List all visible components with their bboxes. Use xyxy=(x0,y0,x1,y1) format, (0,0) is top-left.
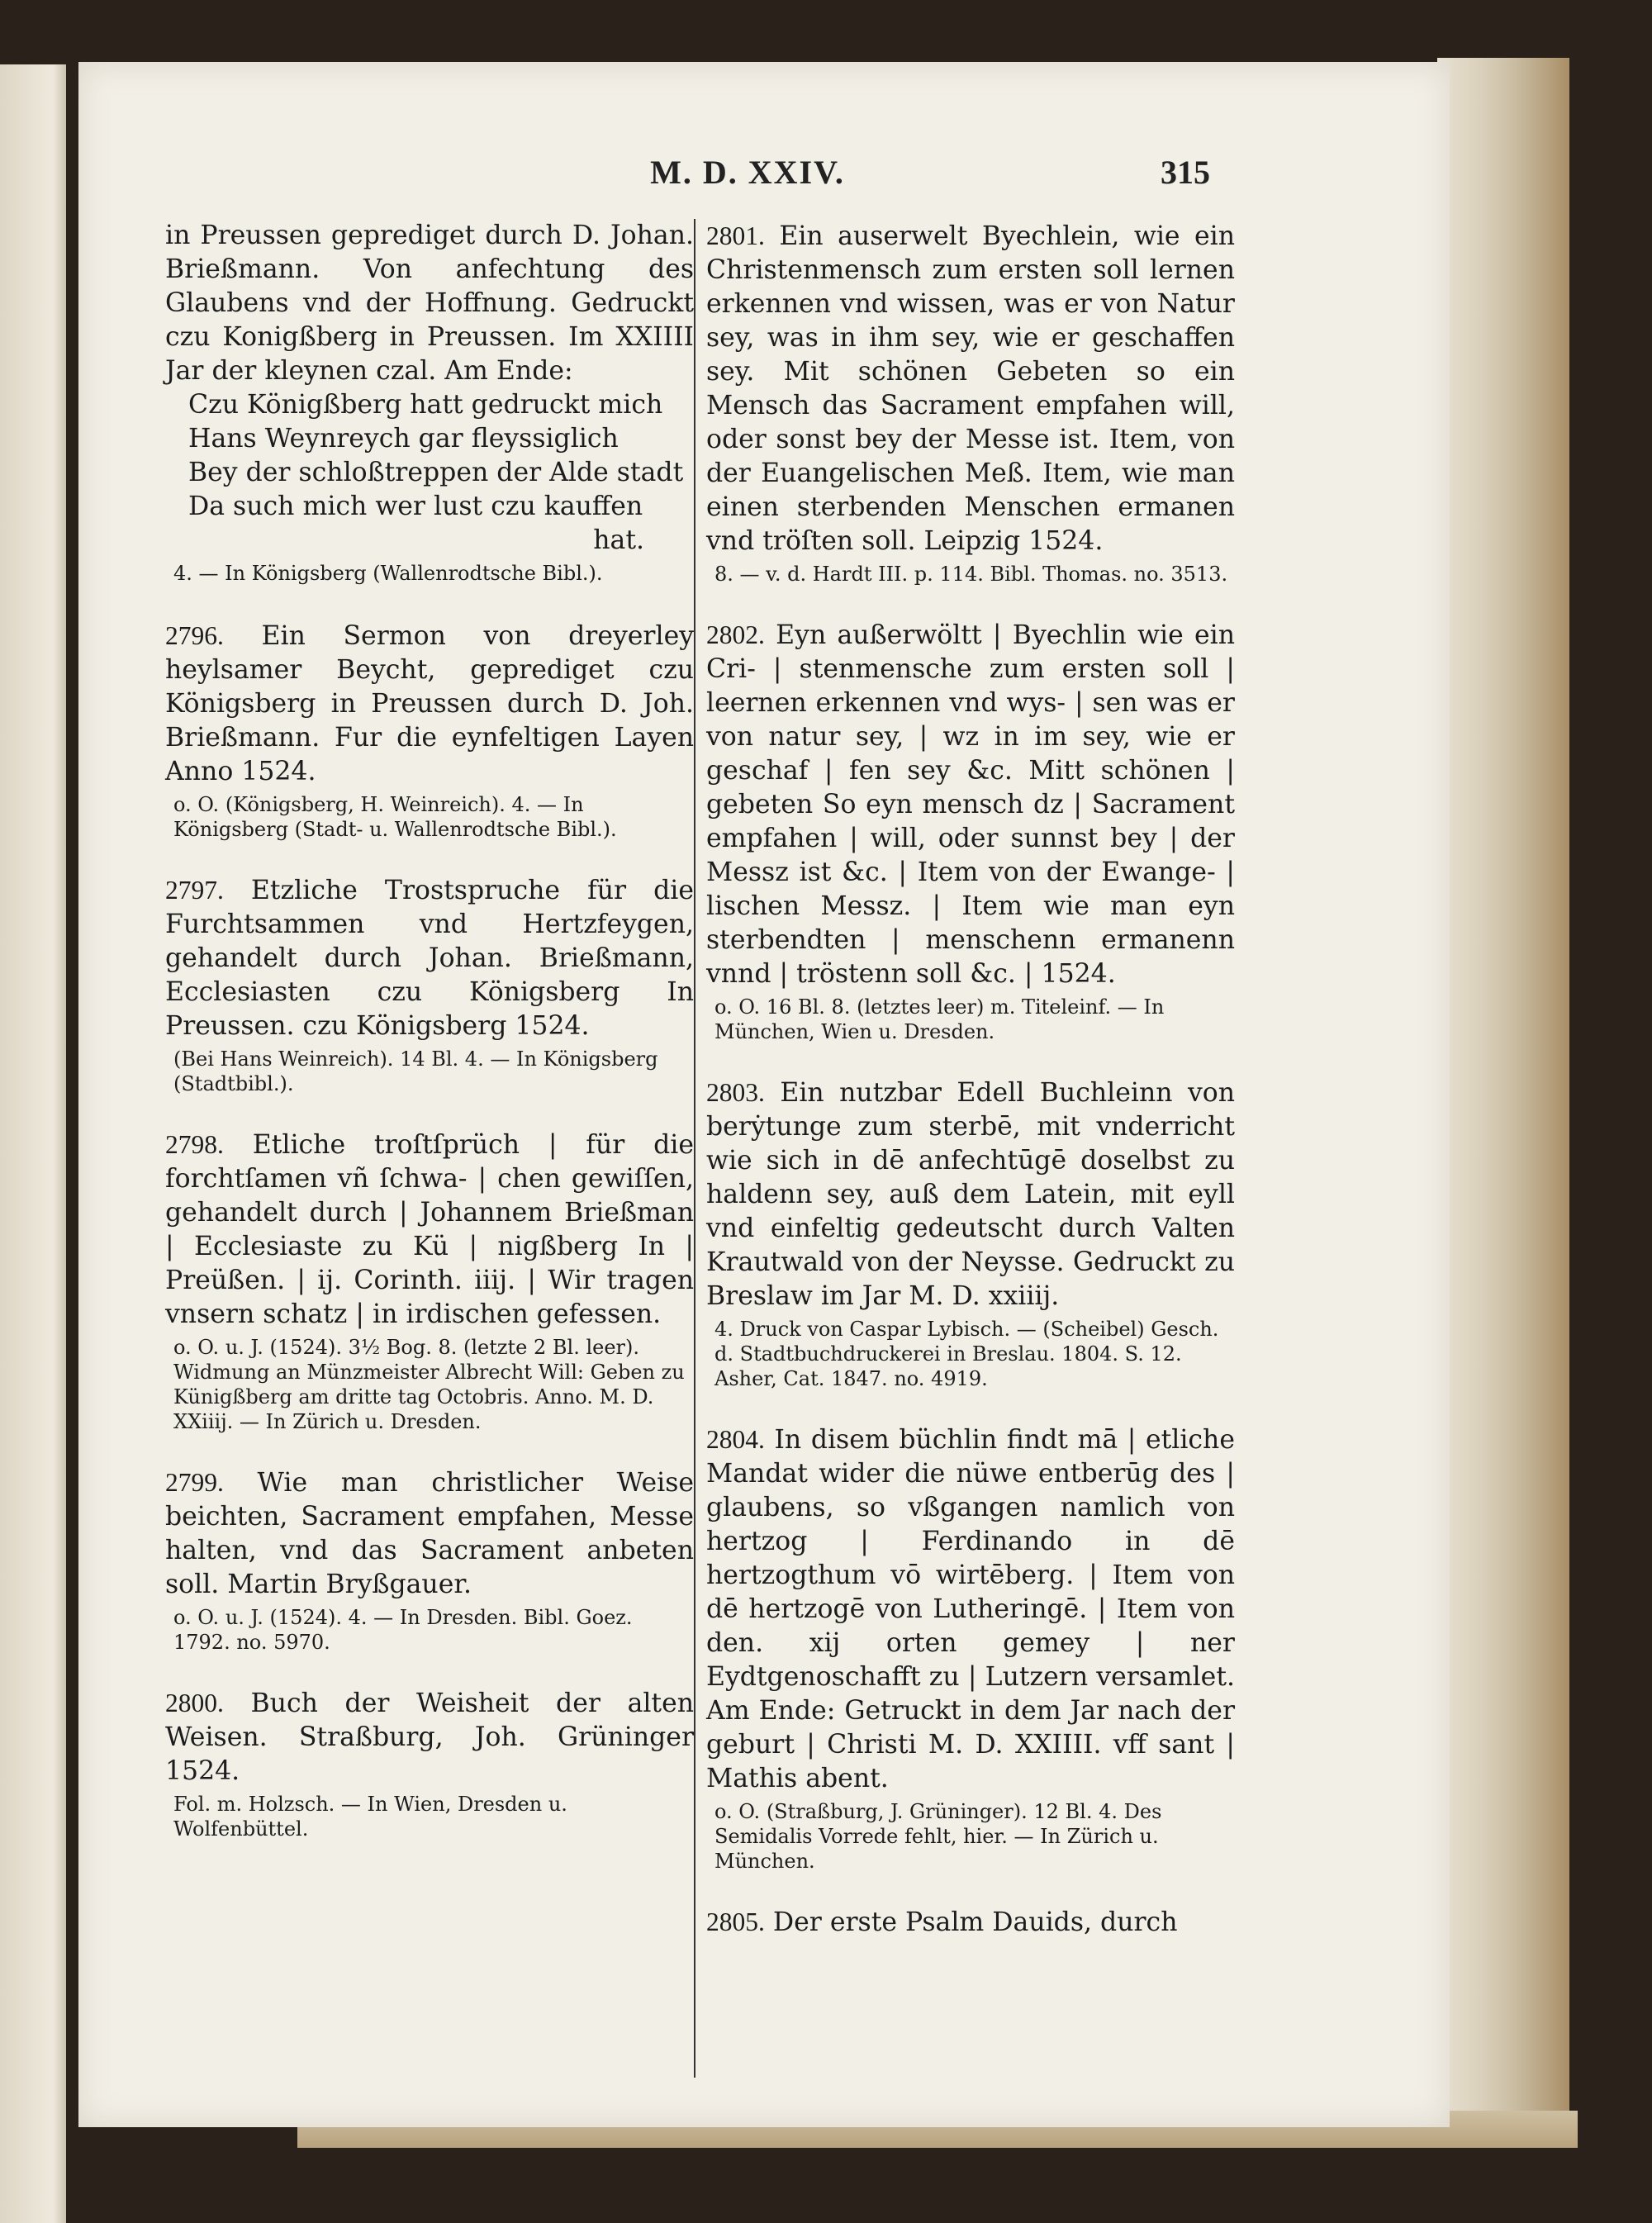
colophon-line: Bey der schloßtreppen der Alde stadt xyxy=(188,458,684,487)
entry-note: 4. Druck von Caspar Lybisch. — (Scheibel) Gesch. d. Stadtbuchdruckerei in Breslau. 1804. S. 12. Asher, Cat. 1847. no. 4919. xyxy=(714,1318,1219,1390)
book-page xyxy=(78,62,1450,2127)
entry-note: 4. — In Königsberg (Wallenrodtsche Bibl.). xyxy=(173,562,603,585)
colophon-line: Czu Königßberg hatt gedruckt mich xyxy=(188,390,663,420)
left-column xyxy=(165,219,694,1873)
entry-text: Etliche troſtſprüch | für die forchtſamen vñ ſchwa- | chen gewiſſen, gehandelt durch | Johannem Brießman | Ecclesiaste zu Kü | nigßberg In | Preüßen. | ij. Corinth. iiij. | Wir tragen vnsern schatz | in irdischen gefessen. xyxy=(165,1130,694,1329)
header-title: M. D. XXIV. xyxy=(650,154,845,191)
entry-note: o. O. (Königsberg, H. Weinreich). 4. — In Königsberg (Stadt- u. Wallenrodtsche Bibl.). xyxy=(173,793,617,841)
entry-text: In disem büchlin findt mā | etliche Mandat wider die nüwe entberūg des | glaubens, so vßgangen namlich von hertzog | Ferdinando in dē hertzogthum vō wirtēberg. | Item von dē hertzogē von Lutheringē. | Item von den. xij orten gemey | ner Eydtgenoschafft zu | Lutzern versamlet. Am Ende: Getruckt in dem Jar nach der geburt | Christi M. D. XXIIII. vff sant | Mathis abent. xyxy=(706,1425,1235,1793)
entry-note: o. O. u. J. (1524). 3½ Bog. 8. (letzte 2 Bl. leer). Widmung an Münzmeister Albrecht Will: Geben zu Künigßberg am dritte tag Octobris. Anno. M. D. XXiiij. — In Zürich u. Dresden. xyxy=(173,1336,685,1433)
entry-note: o. O. u. J. (1524). 4. — In Dresden. Bibl. Goez. 1792. no. 5970. xyxy=(173,1606,633,1654)
entry-number: 2797. xyxy=(165,876,224,905)
colophon-line: Da such mich wer lust czu kauffen xyxy=(188,492,643,521)
entry-note: o. O. 16 Bl. 8. (letztes leer) m. Titeleinf. — In München, Wien u. Dresden. xyxy=(714,995,1165,1043)
catalog-entry-2797 xyxy=(165,873,694,1096)
entry-number: 2803. xyxy=(706,1078,765,1107)
catalog-entry-2802 xyxy=(706,618,1235,1044)
entry-text: Eyn außerwöltt | Byechlin wie ein Cri- | stenmensche zum ersten soll | leernen erkennen vnd wys- | sen was er von natur sey, | wz in im sey, wie er geschaf | fen sey &c. Mitt schönen | gebeten So eyn mensch dz | Sacrament empfahen | will, oder sunnst bey | der Messz ist &c. | Item von der Ewange- | lischen Messz. | Item wie man eyn sterbendten | menschenn ermanenn vnnd | tröstenn soll &c. | 1524. xyxy=(706,620,1235,989)
page-number: 315 xyxy=(1161,154,1210,191)
entry-number: 2802. xyxy=(706,620,765,649)
catalog-entry-2801 xyxy=(706,219,1235,587)
entry-number: 2805. xyxy=(706,1907,765,1936)
column-divider xyxy=(694,219,695,2078)
catalog-entry-2805 xyxy=(706,1905,1235,1940)
entry-number: 2796. xyxy=(165,621,224,650)
entry-number: 2799. xyxy=(165,1468,224,1497)
catalog-entry-2803 xyxy=(706,1076,1235,1391)
entry-text: Ein Sermon von dreyerley heylsamer Beycht, geprediget czu Königsberg in Preussen durch D. Joh. Brießmann. Fur die eynfeltigen Layen Anno 1524. xyxy=(165,621,695,786)
entry-text: Ein auserwelt Byechlein, wie ein Christenmensch zum ersten soll lernen erkennen vnd wissen, was er von Natur sey, was in ihm sey, wie er geschaffen sey. Mit schönen Gebeten so ein Mensch das Sacrament empfahen will, oder sonst bey der Messe ist. Item, von der Euangelischen Meß. Item, wie man einen sterbenden Menschen ermanen vnd tröſten soll. Leipzig 1524. xyxy=(706,221,1236,556)
catalog-entry-2804 xyxy=(706,1423,1235,1874)
catalog-entry-2800 xyxy=(165,1686,694,1841)
entry-number: 2801. xyxy=(706,221,765,250)
catalog-entry-2799 xyxy=(165,1465,694,1655)
entry-text: Etzliche Trostspruche für die Furchtsammen vnd Hertzfeygen, gehandelt durch Johan. Brießmann, Ecclesiasten czu Königsberg In Preussen. czu Königsberg 1524. xyxy=(165,876,694,1041)
entry-number: 2800. xyxy=(165,1689,224,1717)
facing-page-edge xyxy=(0,64,66,2223)
entry-number: 2804. xyxy=(706,1425,765,1454)
entry-text: Ein nutzbar Edell Buchleinn von berẏtunge zum sterbē, mit vnderricht wie sich in dē anfechtūgē doselbst zu haldenn sey, auß dem Latein, mit eyll vnd einfeltig gedeutscht durch Valten Krautwald von der Neysse. Gedruckt zu Breslaw im Jar M. D. xxiiij. xyxy=(706,1078,1236,1311)
entry-text: Buch der Weisheit der alten Weisen. Straßburg, Joh. Grüninger 1524. xyxy=(165,1689,695,1786)
entry-text: Wie man christlicher Weise beichten, Sacrament empfahen, Messe halten, vnd das Sacrament anbeten soll. Martin Bryßgauer. xyxy=(165,1468,695,1599)
entry-text: in Preussen geprediget durch D. Johan. Brießmann. Von anfechtung des Glaubens vnd der Hoffnung. Gedruckt czu Konigßberg in Preussen. Im XXIIII Jar der kleynen czal. Am Ende: xyxy=(165,221,694,386)
right-column xyxy=(706,219,1235,1971)
catalog-entry-2798 xyxy=(165,1128,694,1434)
entry-text: Der erste Psalm Dauids, durch xyxy=(772,1907,1178,1937)
entry-note: 8. — v. d. Hardt III. p. 114. Bibl. Thomas. no. 3513. xyxy=(714,563,1228,586)
entry-number: 2798. xyxy=(165,1130,224,1159)
catalog-entry-2796 xyxy=(165,619,694,842)
running-header xyxy=(78,153,1450,202)
entry-note: o. O. (Straßburg, J. Grüninger). 12 Bl. 4. Des Semidalis Vorrede fehlt, hier. — In Zürich u. München. xyxy=(714,1800,1162,1873)
continued-entry xyxy=(165,219,694,586)
entry-note: Fol. m. Holzsch. — In Wien, Dresden u. Wolfenbüttel. xyxy=(173,1793,567,1841)
page-stack-edge xyxy=(1437,58,1569,2148)
entry-note: (Bei Hans Weinreich). 14 Bl. 4. — In Königsberg (Stadtbibl.). xyxy=(173,1047,658,1095)
colophon-line: Hans Weynreych gar fleyssiglich xyxy=(188,424,619,454)
colophon-line: hat. xyxy=(593,525,644,555)
